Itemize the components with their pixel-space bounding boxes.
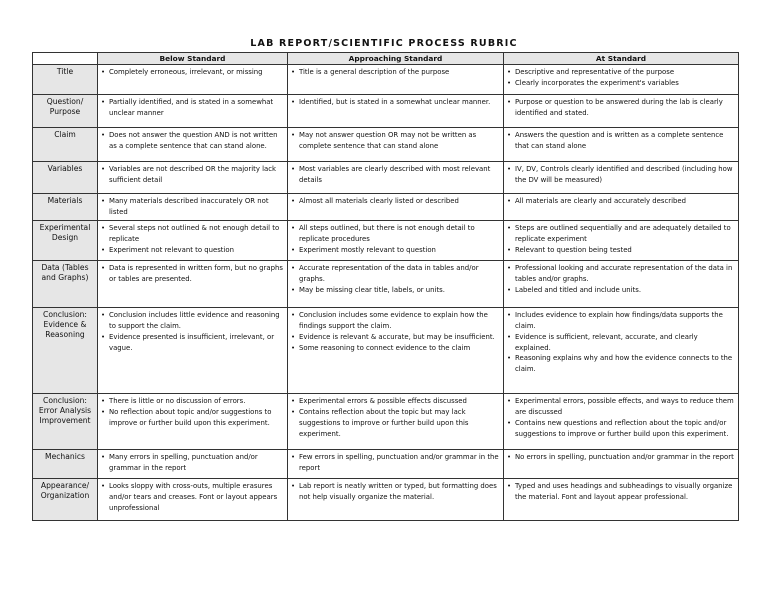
cell-below-standard [98, 128, 288, 162]
bullet-list [101, 310, 284, 354]
cell-approaching-standard [288, 393, 504, 449]
cell-below-standard [98, 220, 288, 260]
rubric-row [33, 478, 739, 520]
bullet-item: • IV, DV, Controls clearly identified and described (including how the DV will be measured) [507, 164, 735, 186]
bullet-item: • Looks sloppy with cross-outs, multiple erasures and/or tears and creases. Font or layout appears unprofessional [101, 481, 284, 514]
bullet-list [101, 164, 284, 186]
bullet-item: • All materials are clearly and accurately described [507, 196, 735, 207]
rubric-row [33, 449, 739, 478]
rubric-row [33, 128, 739, 162]
bullet-item: • Relevant to question being tested [507, 245, 735, 256]
bullet-item: • Evidence is sufficient, relevant, accurate, and clearly explained. [507, 332, 735, 354]
cell-at-standard [504, 307, 739, 393]
cell-at-standard [504, 95, 739, 128]
cell-at-standard [504, 393, 739, 449]
bullet-item: • Labeled and titled and include units. [507, 285, 735, 296]
bullet-item: • Descriptive and representative of the purpose [507, 67, 735, 78]
bullet-item: • Experiment mostly relevant to question [291, 245, 500, 256]
cell-below-standard [98, 95, 288, 128]
bullet-list [101, 97, 284, 119]
cell-at-standard [504, 478, 739, 520]
bullet-item: • Contains reflection about the topic but may lack suggestions to improve or further build upon this experiment. [291, 407, 500, 440]
column-header-approaching-standard: Approaching Standard [288, 53, 504, 65]
cell-below-standard [98, 393, 288, 449]
bullet-item: • Evidence presented is insufficient, irrelevant, or vague. [101, 332, 284, 354]
bullet-item: • Clearly incorporates the experiment's variables [507, 78, 735, 89]
bullet-list [101, 196, 284, 218]
column-header-below-standard: Below Standard [98, 53, 288, 65]
bullet-item: • Data is represented in written form, but no graphs or tables are presented. [101, 263, 284, 285]
bullet-list [507, 223, 735, 256]
bullet-item: • Does not answer the question AND is not written as a complete sentence that can stand alone. [101, 130, 284, 152]
bullet-list [291, 97, 500, 108]
cell-below-standard [98, 194, 288, 221]
bullet-item: • Lab report is neatly written or typed, but formatting does not help visually organize the material. [291, 481, 500, 503]
bullet-list [291, 223, 500, 256]
criterion-label: Data (Tables and Graphs) [33, 260, 98, 307]
cell-approaching-standard [288, 449, 504, 478]
cell-at-standard [504, 65, 739, 95]
bullet-list [507, 263, 735, 296]
cell-approaching-standard [288, 220, 504, 260]
rubric-row [33, 95, 739, 128]
bullet-item: • No reflection about topic and/or suggestions to improve or further build upon this experiment. [101, 407, 284, 429]
bullet-item: • Experiment not relevant to question [101, 245, 284, 256]
bullet-item: • Purpose or question to be answered during the lab is clearly identified and stated. [507, 97, 735, 119]
bullet-item: • There is little or no discussion of errors. [101, 396, 284, 407]
cell-approaching-standard [288, 162, 504, 194]
bullet-list [507, 396, 735, 440]
bullet-item: • Almost all materials clearly listed or described [291, 196, 500, 207]
bullet-list [507, 164, 735, 186]
bullet-list [291, 196, 500, 207]
bullet-item: • Identified, but is stated in a somewhat unclear manner. [291, 97, 500, 108]
bullet-item: • May be missing clear title, labels, or units. [291, 285, 500, 296]
bullet-list [291, 67, 500, 78]
bullet-list [507, 310, 735, 375]
bullet-item: • Conclusion includes little evidence and reasoning to support the claim. [101, 310, 284, 332]
bullet-item: • Experimental errors, possible effects, and ways to reduce them are discussed [507, 396, 735, 418]
rubric-row [33, 194, 739, 221]
bullet-list [291, 130, 500, 152]
bullet-list [507, 196, 735, 207]
bullet-list [291, 396, 500, 440]
rubric-row [33, 162, 739, 194]
criterion-label: Conclusion: Error Analysis Improvement [33, 393, 98, 449]
cell-approaching-standard [288, 95, 504, 128]
bullet-item: • May not answer question OR may not be written as complete sentence that can stand alone [291, 130, 500, 152]
bullet-item: • Includes evidence to explain how findings/data supports the claim. [507, 310, 735, 332]
cell-below-standard [98, 449, 288, 478]
bullet-item: • Steps are outlined sequentially and are adequately detailed to replicate experiment [507, 223, 735, 245]
rubric-title: LAB REPORT/SCIENTIFIC PROCESS RUBRIC [250, 38, 518, 49]
bullet-list [101, 130, 284, 152]
rubric-row [33, 220, 739, 260]
criterion-label: Experimental Design [33, 220, 98, 260]
bullet-item: • Contains new questions and reflection about the topic and/or suggestions to improve or further build upon this experiment. [507, 418, 735, 440]
rubric-table [32, 52, 739, 521]
bullet-item: • Reasoning explains why and how the evidence connects to the claim. [507, 353, 735, 375]
bullet-item: • Some reasoning to connect evidence to the claim [291, 343, 500, 354]
bullet-list [507, 481, 735, 503]
criterion-label: Conclusion: Evidence & Reasoning [33, 307, 98, 393]
bullet-item: • Many materials described inaccurately OR not listed [101, 196, 284, 218]
rubric-row [33, 393, 739, 449]
criterion-label: Variables [33, 162, 98, 194]
cell-approaching-standard [288, 194, 504, 221]
criterion-label: Question/ Purpose [33, 95, 98, 128]
bullet-list [507, 97, 735, 119]
bullet-item: • Most variables are clearly described with most relevant details [291, 164, 500, 186]
bullet-list [291, 263, 500, 296]
bullet-item: • Accurate representation of the data in tables and/or graphs. [291, 263, 500, 285]
rubric-body [33, 65, 739, 521]
bullet-list [101, 67, 284, 78]
bullet-item: • All steps outlined, but there is not enough detail to replicate procedures [291, 223, 500, 245]
criterion-label: Title [33, 65, 98, 95]
bullet-list [507, 452, 735, 463]
cell-at-standard [504, 449, 739, 478]
bullet-list [291, 452, 500, 474]
criterion-label: Claim [33, 128, 98, 162]
bullet-item: • Completely erroneous, irrelevant, or missing [101, 67, 284, 78]
bullet-list [101, 263, 284, 285]
bullet-list [291, 481, 500, 503]
rubric-row [33, 260, 739, 307]
bullet-list [101, 452, 284, 474]
bullet-item: • Many errors in spelling, punctuation and/or grammar in the report [101, 452, 284, 474]
bullet-item: • Typed and uses headings and subheadings to visually organize the material. Font and layout appear professional. [507, 481, 735, 503]
bullet-item: • Experimental errors & possible effects discussed [291, 396, 500, 407]
bullet-list [101, 481, 284, 514]
cell-at-standard [504, 162, 739, 194]
cell-below-standard [98, 307, 288, 393]
bullet-item: • Title is a general description of the purpose [291, 67, 500, 78]
rubric-row [33, 307, 739, 393]
cell-approaching-standard [288, 260, 504, 307]
cell-at-standard [504, 128, 739, 162]
cell-at-standard [504, 194, 739, 221]
bullet-list [291, 164, 500, 186]
cell-approaching-standard [288, 307, 504, 393]
bullet-item: • Evidence is relevant & accurate, but may be insufficient. [291, 332, 500, 343]
cell-below-standard [98, 162, 288, 194]
bullet-list [101, 396, 284, 429]
bullet-item: • Conclusion includes some evidence to explain how the findings support the claim. [291, 310, 500, 332]
bullet-item: • Partially identified, and is stated in a somewhat unclear manner [101, 97, 284, 119]
bullet-item: • Variables are not described OR the majority lack sufficient detail [101, 164, 284, 186]
cell-below-standard [98, 65, 288, 95]
column-header-at-standard: At Standard [504, 53, 739, 65]
bullet-item: • Answers the question and is written as a complete sentence that can stand alone [507, 130, 735, 152]
cell-approaching-standard [288, 478, 504, 520]
cell-approaching-standard [288, 65, 504, 95]
bullet-list [507, 67, 735, 89]
cell-at-standard [504, 220, 739, 260]
bullet-item: • Professional looking and accurate representation of the data in tables and/or graphs. [507, 263, 735, 285]
cell-below-standard [98, 478, 288, 520]
bullet-list [101, 223, 284, 256]
cell-below-standard [98, 260, 288, 307]
rubric-row [33, 65, 739, 95]
bullet-item: • Few errors in spelling, punctuation and/or grammar in the report [291, 452, 500, 474]
bullet-item: • No errors in spelling, punctuation and/or grammar in the report [507, 452, 735, 463]
bullet-list [291, 310, 500, 354]
header-corner [33, 53, 98, 65]
criterion-label: Mechanics [33, 449, 98, 478]
criterion-label: Materials [33, 194, 98, 221]
cell-approaching-standard [288, 128, 504, 162]
bullet-item: • Several steps not outlined & not enough detail to replicate [101, 223, 284, 245]
header-row [33, 53, 739, 65]
criterion-label: Appearance/ Organization [33, 478, 98, 520]
cell-at-standard [504, 260, 739, 307]
bullet-list [507, 130, 735, 152]
